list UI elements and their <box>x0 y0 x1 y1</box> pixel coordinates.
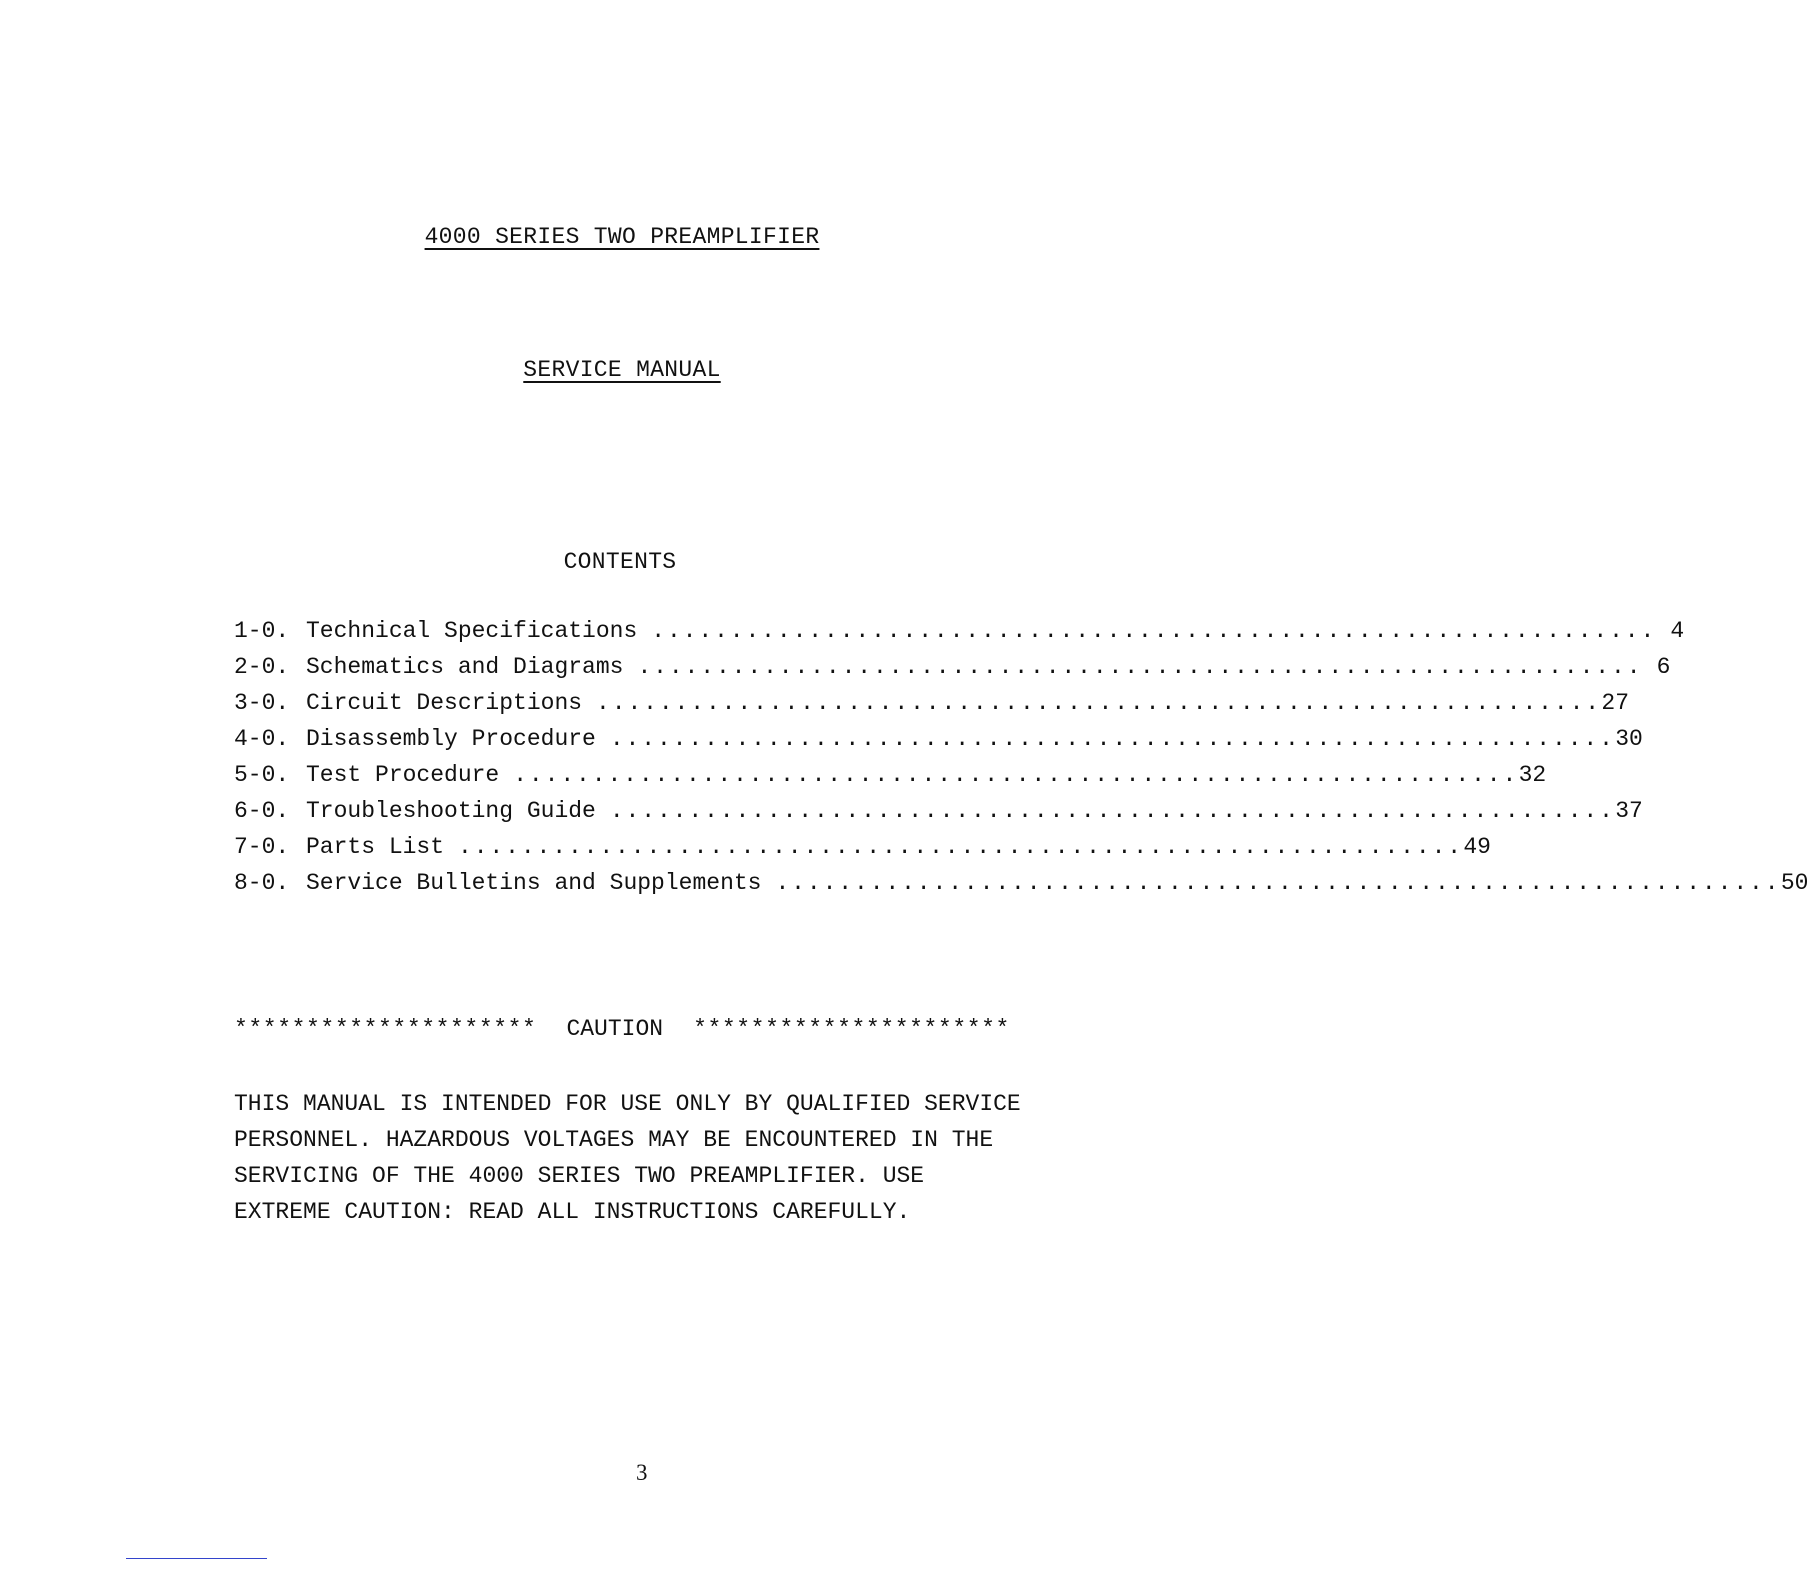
toc-entry <box>234 834 1491 870</box>
toc-leader-dots: ................................................................ <box>775 870 1781 896</box>
toc-entry-page: 50 <box>1780 870 1808 896</box>
toc-leader-dots: ................................................................ <box>651 618 1657 644</box>
toc-entry-label: Troubleshooting Guide <box>306 798 596 824</box>
toc-entry-number: 5-0. <box>234 762 290 788</box>
toc-entry-number: 2-0. <box>234 654 290 680</box>
warning-line: EXTREME CAUTION: READ ALL INSTRUCTIONS CAREFULLY. <box>234 1199 911 1225</box>
warning-paragraph <box>234 1086 1064 1230</box>
toc-leader-dots: ................................................................ <box>637 654 1643 680</box>
toc-entry-label: Disassembly Procedure <box>306 726 596 752</box>
toc-entry <box>234 762 1547 798</box>
toc-entry <box>234 870 1808 906</box>
caution-word: CAUTION <box>566 1016 664 1042</box>
toc-entry-label: Service Bulletins and Supplements <box>306 870 762 896</box>
toc-entry-label: Circuit Descriptions <box>306 690 583 716</box>
toc-entry <box>234 798 1643 834</box>
page-number: 3 <box>636 1460 648 1485</box>
toc-leader-dots: ................................................................ <box>596 690 1601 716</box>
toc-entry-page: 6 <box>1656 654 1671 680</box>
toc-entry-number: 3-0. <box>234 690 290 716</box>
caution-stars-left: ********************* <box>234 1016 537 1042</box>
toc-entry-label: Schematics and Diagrams <box>306 654 624 680</box>
toc-entry-page: 4 <box>1670 618 1685 644</box>
toc-entry-number: 7-0. <box>234 834 290 860</box>
document-subtitle <box>10 357 1234 383</box>
toc-entry <box>234 726 1643 762</box>
caution-stars-right: ********************** <box>693 1016 1010 1042</box>
toc-entry-number: 6-0. <box>234 798 290 824</box>
caution-banner <box>234 1016 1024 1042</box>
toc-leader-dots: ................................................................ <box>458 834 1463 860</box>
toc-leader-dots: ................................................................ <box>609 798 1615 824</box>
toc-leader-dots: ................................................................ <box>513 762 1519 788</box>
toc-entry-number: 8-0. <box>234 870 290 896</box>
toc-entry <box>234 654 1671 690</box>
footnote-rule <box>126 1558 267 1559</box>
warning-line: PERSONNEL. HAZARDOUS VOLTAGES MAY BE ENCOUNTERED IN THE <box>234 1127 994 1153</box>
warning-line: THIS MANUAL IS INTENDED FOR USE ONLY BY QUALIFIED SERVICE <box>234 1091 1021 1117</box>
toc-entry-page: 49 <box>1463 834 1491 860</box>
toc-entry-label: Technical Specifications <box>306 618 638 644</box>
toc-entry-page: 32 <box>1518 762 1547 788</box>
table-of-contents <box>234 618 1808 906</box>
contents-heading: CONTENTS <box>563 549 677 575</box>
warning-line: SERVICING OF THE 4000 SERIES TWO PREAMPLIFIER. USE <box>234 1163 925 1189</box>
toc-entry-label: Parts List <box>306 834 445 860</box>
toc-entry-number: 1-0. <box>234 618 290 644</box>
title-line-1: 4000 SERIES TWO PREAMPLIFIER <box>424 224 820 250</box>
toc-entry-page: 37 <box>1615 798 1643 824</box>
toc-entry-page: 27 <box>1601 690 1629 716</box>
toc-leader-dots: ................................................................ <box>609 726 1615 752</box>
toc-entry-label: Test Procedure <box>306 762 500 788</box>
toc-entry-number: 4-0. <box>234 726 290 752</box>
toc-entry <box>234 618 1685 654</box>
toc-entry <box>234 690 1629 726</box>
toc-entry-page: 30 <box>1615 726 1643 752</box>
document-title <box>10 224 1234 250</box>
title-line-2: SERVICE MANUAL <box>523 357 721 383</box>
